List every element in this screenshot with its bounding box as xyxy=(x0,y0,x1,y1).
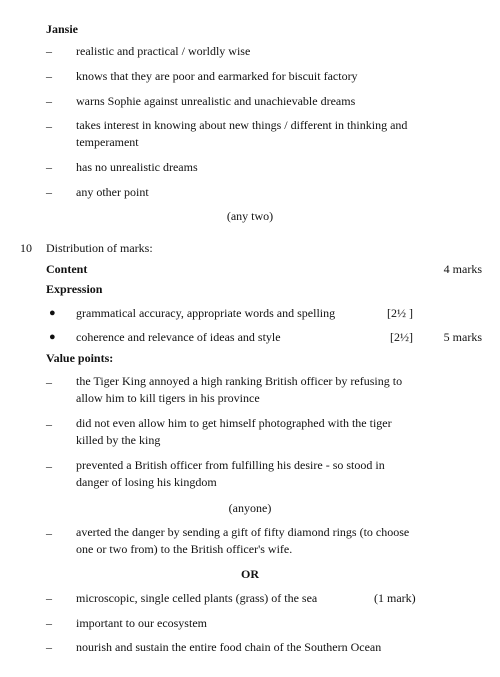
expression-label: Expression xyxy=(46,282,103,296)
expression-item-text: grammatical accuracy, appropriate words and spelling xyxy=(76,306,336,320)
dash-symbol: – xyxy=(46,526,52,540)
dash-symbol: – xyxy=(46,591,52,605)
expression-item-marks: [2½ ] xyxy=(387,306,413,320)
dash-symbol: – xyxy=(46,640,52,654)
content-label: Content xyxy=(46,262,88,276)
or-separator: OR xyxy=(241,567,259,581)
value-point-text: the Tiger King annoyed a high ranking British officer by refusing to allow him to kill tigers in his province xyxy=(76,374,403,405)
list-item-text: any other point xyxy=(76,185,149,199)
alt-item-text: important to our ecosystem xyxy=(76,616,207,630)
dash-symbol: – xyxy=(46,160,52,174)
expression-total-marks: 5 marks xyxy=(443,330,482,344)
value-point-text: averted the danger by sending a gift of fifty diamond rings (to choose one or two from) to the British officer's wife. xyxy=(76,525,410,556)
dash-symbol: – xyxy=(46,459,52,473)
list-item-text: warns Sophie against unrealistic and unachievable dreams xyxy=(76,94,356,108)
alt-item-marks: (1 mark) xyxy=(374,591,416,605)
bullet-icon: ● xyxy=(49,331,56,343)
alt-item-text: nourish and sustain the entire food chain of the Southern Ocean xyxy=(76,640,382,654)
value-point-text: did not even allow him to get himself photographed with the tiger killed by the king xyxy=(76,416,392,447)
value-point-text: prevented a British officer from fulfilling his desire - so stood in danger of losing his kingdom xyxy=(76,458,385,489)
value-points-label: Value points: xyxy=(46,351,114,365)
list-item-text: realistic and practical / worldly wise xyxy=(76,44,251,58)
dash-symbol: – xyxy=(46,185,52,199)
question-heading: Distribution of marks: xyxy=(46,241,153,255)
dash-symbol: – xyxy=(46,94,52,108)
expression-item-text: coherence and relevance of ideas and style xyxy=(76,330,281,344)
list-item-text: takes interest in knowing about new things / different in thinking and temperament xyxy=(76,118,408,149)
dash-symbol: – xyxy=(46,616,52,630)
any-two-note: (any two) xyxy=(226,209,274,223)
dash-symbol: – xyxy=(46,417,52,431)
dash-symbol: – xyxy=(46,69,52,83)
expression-item-marks: [2½] xyxy=(390,330,413,344)
dash-symbol: – xyxy=(46,44,52,58)
list-item-text: knows that they are poor and earmarked for biscuit factory xyxy=(76,69,358,83)
list-item-text: has no unrealistic dreams xyxy=(76,160,198,174)
section-title-jansie: Jansie xyxy=(46,22,79,36)
anyone-note: (anyone) xyxy=(228,501,272,515)
content-marks: 4 marks xyxy=(443,262,482,276)
question-number: 10 xyxy=(20,241,32,255)
bullet-icon: ● xyxy=(49,307,56,319)
dash-symbol: – xyxy=(46,119,52,133)
dash-symbol: – xyxy=(46,375,52,389)
alt-item-text: microscopic, single celled plants (grass) of the sea xyxy=(76,591,318,605)
